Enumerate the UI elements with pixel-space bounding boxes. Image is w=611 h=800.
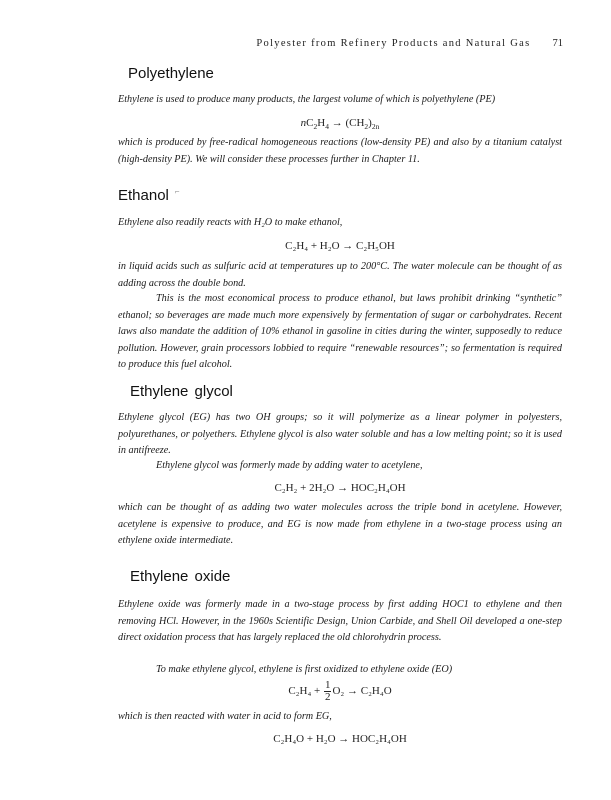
one-half-fraction: $\frac{1}{2}$ xyxy=(324,679,331,703)
polyethylene-paragraph-2: which is produced by free-radical homogeneous reactions (low-density PE) and also by a titanium catalyst (high-density PE). We will consider these processes further in Chapter 11. xyxy=(118,137,562,165)
ethylene-glycol-paragraph-1: Ethylene glycol (EG) has two OH groups; so it will polymerize as a linear polymer in polyesters, polyurethanes, or polyethers. Ethylene glycol is also water soluble and has a low melting point; so it is used in antifreeze. xyxy=(118,412,562,456)
ethanol-equation: C₂H₄ + H₂O → C₂H₅OH xyxy=(285,240,395,252)
running-head xyxy=(256,38,563,49)
heading-polyethylene: Polyethylene xyxy=(128,65,214,82)
polyethylene-paragraph-1: Ethylene is used to produce many products, the largest volume of which is polyethylene (PE) xyxy=(118,94,496,105)
heading-ethanol: Ethanol ⌐ xyxy=(118,187,180,204)
page-number: 71 xyxy=(552,38,563,49)
ethylene-glycol-paragraph-2: Ethylene glycol was formerly made by adding water to acetylene, xyxy=(156,460,423,471)
heading-ethylene-oxide: Ethylene oxide xyxy=(130,568,231,585)
ethylene-glycol-paragraph-3: which can be thought of as adding two water molecules across the triple bond in acetylene. However, acetylene is expensive to produce, and EG is now made from ethylene in a two-stage process using an ethylene oxide intermediate. xyxy=(118,502,562,546)
ethylene-oxide-paragraph-1: Ethylene oxide was formerly made in a two-stage process by first adding HOC1 to ethylene and then removing HCl. However, in the 1960s Scientific Design, Union Carbide, and Shell Oil developed a one-step direct oxidation process that has largely replaced the old chlorohydrin process. xyxy=(118,599,562,643)
ethylene-oxide-paragraph-2: To make ethylene glycol, ethylene is first oxidized to ethylene oxide (EO) xyxy=(156,664,453,675)
ethanol-paragraph-2: in liquid acids such as sulfuric acid at temperatures up to 200°C. The water molecule can be thought of as adding across the double bond. xyxy=(118,261,562,289)
ethanol-paragraph-3: This is the most economical process to produce ethanol, but laws prohibit drinking “synthetic” ethanol; so beverages are made much more expensively by fermentation of sugar or carbohydrates. Recent laws also mandate the addition of 10% ethanol in gasoline in cities during the winter, supposedly to reduce pollution. However, grain processors lobbied to require “renewable resources”; so fermentation is required to produce this fuel alcohol. xyxy=(118,293,562,370)
running-title: Polyester from Refinery Products and Natural Gas xyxy=(256,38,531,49)
ethylene-glycol-equation: C₂H₂ + 2H₂O → HOC₂H₄OH xyxy=(274,482,406,494)
ethylene-oxide-equation: C₂H₄ + $\frac{1}{2}$ O₂ → C₂H₄O xyxy=(288,679,392,703)
heading-ethylene-glycol: Ethylene glycol xyxy=(130,383,233,400)
ethanol-paragraph-1: Ethylene also readily reacts with H₂O to make ethanol, xyxy=(118,217,343,228)
stray-mark: ⌐ xyxy=(174,187,180,196)
eg-formation-equation: C₂H₄O + H₂O → HOC₂H₄OH xyxy=(273,733,407,745)
ethylene-oxide-paragraph-3: which is then reacted with water in acid to form EG, xyxy=(118,711,332,722)
polyethylene-equation: $nC_2H_4 \to (CH_2)_{2n}$ xyxy=(300,117,380,132)
